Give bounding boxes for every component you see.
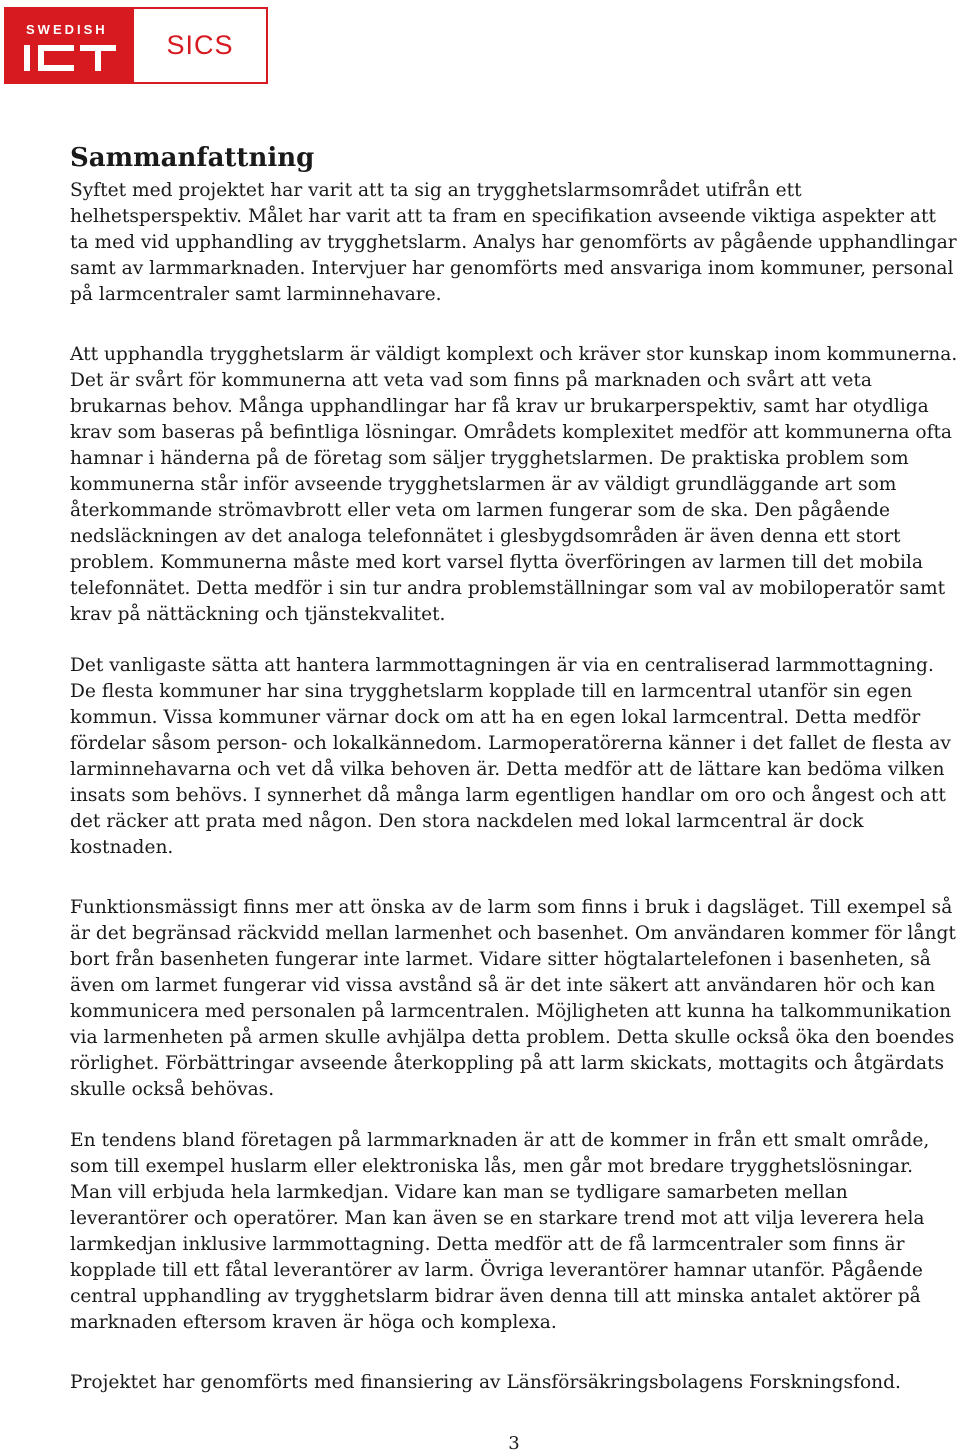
paragraph-5: En tendens bland företagen på larmmarknaden är att de kommer in från ett smalt område, som till exempel huslarm eller elektroniska lås, men går mot bredare trygghetslösningar. Man vill erbjuda hela larmkedjan. Vidare kan man se tydligare samarbeten mellan leverantörer och operatörer. Man kan även se en starkare trend mot att vilja leverera hela larmkedjan inklusive larmmottagning. Detta medför att de få larmcentraler som finns är kopplade till ett fåtal leverantörer av larm. Övriga leverantörer hamnar utanför. Pågående central upphandling av trygghetslarm bidrar även denna till att minska antalet aktörer på marknaden eftersom kraven är höga och komplexa.	[70, 1130, 930, 1333]
sics-logo	[134, 7, 268, 84]
logo-text-sics: SICS	[166, 30, 234, 60]
paragraph-2: Att upphandla trygghetslarm är väldigt komplext och kräver stor kunskap inom kommunerna. Det är svårt för kommunerna att veta vad som finns på marknaden och svårt att veta brukarnas behov. Många upphandlingar har få krav ur brukarperspektiv, samt har otydliga krav som baseras på befintliga lösningar. Områdets komplexitet medför att kommunerna ofta hamnar i händerna på de företag som säljer trygghetslarmen. De praktiska problem som kommunerna står inför avseende trygghetslarmen är av väldigt grundläggande art som återkommande strömavbrott eller veta om larmen fungerar som de ska. Den pågående nedsläckningen av det analoga telefonnätet i glesbygdsområden är även denna ett stort problem. Kommunerna måste med kort varsel flytta överföringen av larmen till det mobila telefonnätet. Detta medför i sin tur andra problemställningar som val av mobiloperatör samt krav på nättäckning och tjänstekvalitet.	[70, 344, 958, 625]
page-number: 3	[508, 1433, 520, 1454]
paragraph-4: Funktionsmässigt finns mer att önska av de larm som finns i bruk i dagsläget. Till exempel så är det begränsad räckvidd mellan larmenhet och basenhet. Om användaren kommer för långt bort från basenheten fungerar inte larmet. Vidare sitter högtalartelefonen i basenheten, så även om larmet fungerar vid vissa avstånd så är det inte säkert att användaren hör och kan kommunicera med personalen på larmcentralen. Möjligheten att kunna ha talkommunikation via larmenheten på armen skulle avhjälpa detta problem. Detta skulle också öka den boendes rörlighet. Förbättringar avseende återkoppling på att larm skickats, mottagits och åtgärdats skulle också behövas.	[70, 897, 956, 1100]
paragraph-3: Det vanligaste sätta att hantera larmmottagningen är via en centraliserad larmmottagning. De flesta kommuner har sina trygghetslarm kopplade till en larmcentral utanför sin egen kommun. Vissa kommuner värnar dock om att ha en egen lokal larmcentral. Detta medför fördelar såsom person- och lokalkännedom. Larmoperatörerna känner i det fallet de flesta av larminnehavarna och vet då vilka behoven är. Detta medför att de lättare kan bedöma vilken insats som behövs. I synnerhet då många larm egentligen handlar om oro och ångest och att det räcker att prata med någon. Den stora nackdelen med lokal larmcentral är dock kostnaden.	[70, 655, 951, 858]
swedish-ict-logo	[4, 7, 134, 84]
paragraph-6: Projektet har genomförts med finansiering av Länsförsäkringsbolagens Forskningsfond.	[70, 1372, 901, 1393]
paragraph-1: Syftet med projektet har varit att ta sig an trygghetslarmsområdet utifrån ett helhetsperspektiv. Målet har varit att ta fram en specifikation avseende viktiga aspekter att ta med vid upphandling av trygghetslarm. Analys har genomförts av pågående upphandlingar samt av larmmarknaden. Intervjuer har genomförts med ansvariga inom kommuner, personal på larmcentraler samt larminnehavare.	[70, 180, 957, 305]
section-heading: Sammanfattning	[70, 143, 315, 173]
document-body	[70, 140, 960, 1396]
logo-text-swedish: SWEDISH	[26, 22, 108, 37]
swedish-ict-sics-logo	[4, 7, 268, 84]
ict-logo-mark	[24, 43, 116, 73]
